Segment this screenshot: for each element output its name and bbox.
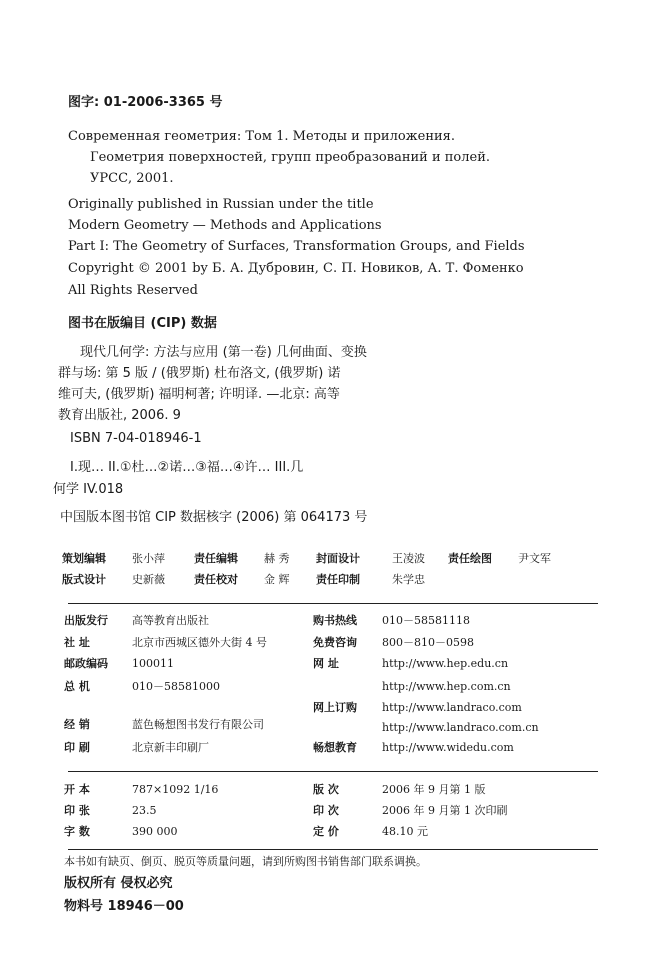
free-consult-value: 800－810－0598: [382, 636, 474, 649]
rights-statement: 版权所有 侵权必究: [64, 876, 173, 891]
copyright-line: Copyright © 2001 by Б. А. Дубровин, С. П. Новиков, А. Т. Фоменко: [68, 261, 524, 276]
word-count-label: 字 数: [64, 825, 90, 838]
cip-classification-1: I.现… II.①杜…②诺…③福…④许… III.几: [70, 460, 304, 475]
format-value: 787×1092 1/16: [132, 783, 219, 796]
divider-top: [68, 603, 598, 604]
credit-editor-value: 赫 秀: [264, 552, 290, 565]
price-label: 定 价: [313, 825, 339, 838]
russian-title-line-1: Современная геометрия: Том 1. Методы и приложения.: [68, 129, 455, 144]
credit-drawing-value: 尹文军: [518, 552, 551, 565]
credit-print-label: 责任印制: [316, 573, 360, 586]
english-title: Modern Geometry — Methods and Applications: [68, 218, 382, 233]
russian-title-line-2: Геометрия поверхностей, групп преобразований и полей.: [90, 150, 490, 165]
online-order-label: 网上订购: [313, 701, 357, 714]
address-label: 社 址: [64, 636, 90, 649]
credit-cover-label: 封面设计: [316, 552, 360, 565]
postcode-value: 100011: [132, 657, 174, 670]
credit-layout-value: 史新薇: [132, 573, 165, 586]
quality-notice: 本书如有缺页、倒页、脱页等质量问题，请到所购图书销售部门联系调换。: [64, 855, 427, 868]
original-publication-note: Originally published in Russian under the title: [68, 197, 374, 212]
wide-edu-label: 畅想教育: [313, 741, 357, 754]
website-label: 网 址: [313, 657, 339, 670]
cip-classification-2: 何学 IV.018: [53, 482, 124, 497]
online-order-value-2: http://www.landraco.com.cn: [382, 721, 539, 734]
russian-publisher: УРСС, 2001.: [90, 171, 174, 186]
english-part-title: Part I: The Geometry of Surfaces, Transformation Groups, and Fields: [68, 239, 525, 254]
cip-line-1: 现代几何学: 方法与应用 (第一卷) 几何曲面、变换: [80, 345, 367, 360]
cip-line-2: 群与场: 第 5 版 / (俄罗斯) 杜布洛文, (俄罗斯) 诺: [58, 366, 341, 381]
printer-label: 印 刷: [64, 741, 90, 754]
credit-planning-value: 张小萍: [132, 552, 165, 565]
edition-value: 2006 年 9 月第 1 版: [382, 783, 486, 796]
isbn: ISBN 7-04-018946-1: [70, 431, 202, 446]
permit-number: 图字: 01-2006-3365 号: [68, 95, 223, 110]
wide-edu-value: http://www.widedu.com: [382, 741, 514, 754]
distributor-value: 蓝色畅想图书发行有限公司: [132, 718, 264, 731]
format-label: 开 本: [64, 783, 90, 796]
divider-middle: [68, 771, 598, 772]
rights-reserved: All Rights Reserved: [68, 283, 198, 298]
credit-planning-label: 策划编辑: [62, 552, 106, 565]
credit-print-value: 朱学忠: [392, 573, 425, 586]
impression-label: 印 次: [313, 804, 339, 817]
cip-library-record: 中国版本图书馆 CIP 数据核字 (2006) 第 064173 号: [60, 510, 368, 525]
address-value: 北京市西城区德外大街 4 号: [132, 636, 267, 649]
edition-label: 版 次: [313, 783, 339, 796]
printer-value: 北京新丰印刷厂: [132, 741, 209, 754]
credit-proof-value: 金 辉: [264, 573, 290, 586]
impression-value: 2006 年 9 月第 1 次印刷: [382, 804, 508, 817]
item-number: 物料号 18946－00: [64, 899, 184, 914]
switchboard-label: 总 机: [64, 680, 90, 693]
credit-cover-value: 王凌波: [392, 552, 425, 565]
website-value-1: http://www.hep.edu.cn: [382, 657, 509, 670]
publisher-label: 出版发行: [64, 614, 108, 627]
hotline-label: 购书热线: [313, 614, 357, 627]
word-count-value: 390 000: [132, 825, 178, 838]
cip-line-3: 维可夫, (俄罗斯) 福明柯著; 许明译. —北京: 高等: [58, 387, 340, 402]
cip-heading: 图书在版编目 (CIP) 数据: [68, 316, 217, 331]
credit-editor-label: 责任编辑: [194, 552, 238, 565]
credit-layout-label: 版式设计: [62, 573, 106, 586]
free-consult-label: 免费咨询: [313, 636, 357, 649]
cip-line-4: 教育出版社, 2006. 9: [58, 408, 181, 423]
sheets-value: 23.5: [132, 804, 157, 817]
hotline-value: 010－58581118: [382, 614, 470, 627]
postcode-label: 邮政编码: [64, 657, 108, 670]
website-value-2: http://www.hep.com.cn: [382, 680, 511, 693]
online-order-value-1: http://www.landraco.com: [382, 701, 522, 714]
credit-drawing-label: 责任绘图: [448, 552, 492, 565]
credit-proof-label: 责任校对: [194, 573, 238, 586]
publisher-value: 高等教育出版社: [132, 614, 209, 627]
switchboard-value: 010－58581000: [132, 680, 220, 693]
divider-bottom: [68, 849, 598, 850]
distributor-label: 经 销: [64, 718, 90, 731]
price-value: 48.10 元: [382, 825, 428, 838]
sheets-label: 印 张: [64, 804, 90, 817]
